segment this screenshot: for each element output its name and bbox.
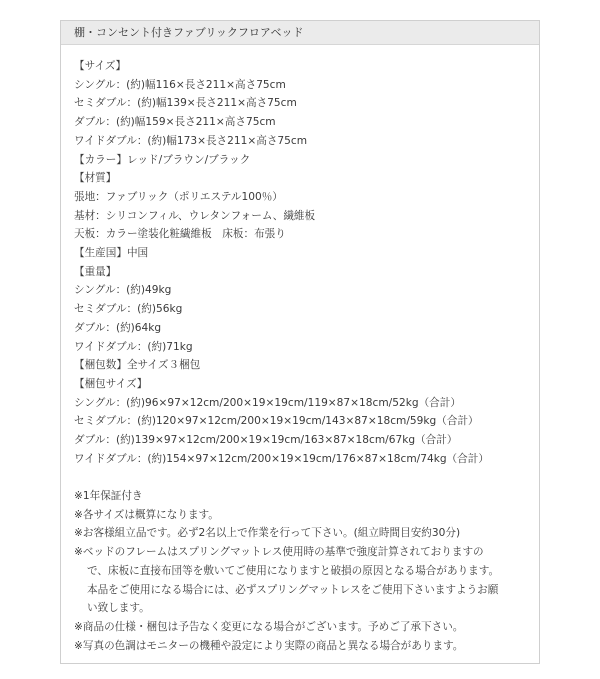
spec-heading-color: 【カラー】レッド/ブラウン/ブラック <box>74 153 251 166</box>
note-line: ※お客様組立品です。必ず2名以上で作業を行って下さい。(組立時間目安約30分) <box>74 527 461 540</box>
spec-line: 天板：カラー塗装化粧繊維板 床板：布張り <box>74 228 286 241</box>
note-line: ※商品の仕様・梱包は予告なく変更になる場合がございます。予めご了承下さい。 <box>74 620 464 633</box>
spec-heading-package-size: 【梱包サイズ】 <box>74 377 148 390</box>
note-line: 本品をご使用になる場合には、必ずスプリングマットレスをご使用下さいますようお願 <box>87 583 499 596</box>
spec-line: ワイドダブル：(約)154×97×12cm/200×19×19cm/176×87×18cm/74kg（合計） <box>74 452 489 465</box>
spec-line: ワイドダブル：(約)幅173×長さ211×高さ75cm <box>74 134 308 147</box>
notes-list <box>74 487 534 655</box>
note-line: い致します。 <box>87 602 150 615</box>
spec-line: シングル：(約)幅116×長さ211×高さ75cm <box>74 78 286 91</box>
product-title: 棚・コンセント付きファブリックフロアベッド <box>61 21 539 45</box>
spec-line: ワイドダブル：(約)71kg <box>74 340 193 353</box>
spec-heading-package-count: 【梱包数】全サイズ３梱包 <box>74 359 201 372</box>
note-line: ※ベッドのフレームはスプリングマットレス使用時の基準で強度計算されておりますの <box>74 546 484 559</box>
spec-line: ダブル：(約)幅159×長さ211×高さ75cm <box>74 116 276 129</box>
note-line: で、床板に直接布団等を敷いてご使用になりますと破損の原因となる場合があります。 <box>87 564 500 577</box>
spec-heading-material: 【材質】 <box>74 172 117 185</box>
spec-heading-origin: 【生産国】中国 <box>74 247 149 260</box>
note-line: ※写真の色調はモニターの機種や設定により実際の商品と異なる場合があります。 <box>74 639 464 652</box>
spec-line: 基材：シリコンフィル、ウレタンフォーム、繊維板 <box>74 209 316 222</box>
spec-line: ダブル：(約)64kg <box>74 321 162 334</box>
note-line: ※各サイズは概算になります。 <box>74 508 219 521</box>
spec-line: ダブル：(約)139×97×12cm/200×19×19cm/163×87×18cm/67kg（合計） <box>74 434 458 447</box>
spec-line: セミダブル：(約)120×97×12cm/200×19×19cm/143×87×18cm/59kg（合計） <box>74 415 479 428</box>
spec-line: シングル：(約)96×97×12cm/200×19×19cm/119×87×18cm/52kg（合計） <box>74 396 461 409</box>
spec-heading-weight: 【重量】 <box>74 265 117 278</box>
spec-line: 張地：ファブリック（ポリエステル100％） <box>74 190 283 203</box>
spec-line: セミダブル：(約)56kg <box>74 303 183 316</box>
note-line: ※1年保証付き <box>74 490 143 502</box>
spec-line: シングル：(約)49kg <box>74 284 172 297</box>
spec-line: セミダブル：(約)幅139×長さ211×高さ75cm <box>74 97 297 110</box>
spec-list <box>74 57 534 468</box>
product-spec-box <box>60 20 540 664</box>
spec-heading-size: 【サイズ】 <box>74 60 127 72</box>
